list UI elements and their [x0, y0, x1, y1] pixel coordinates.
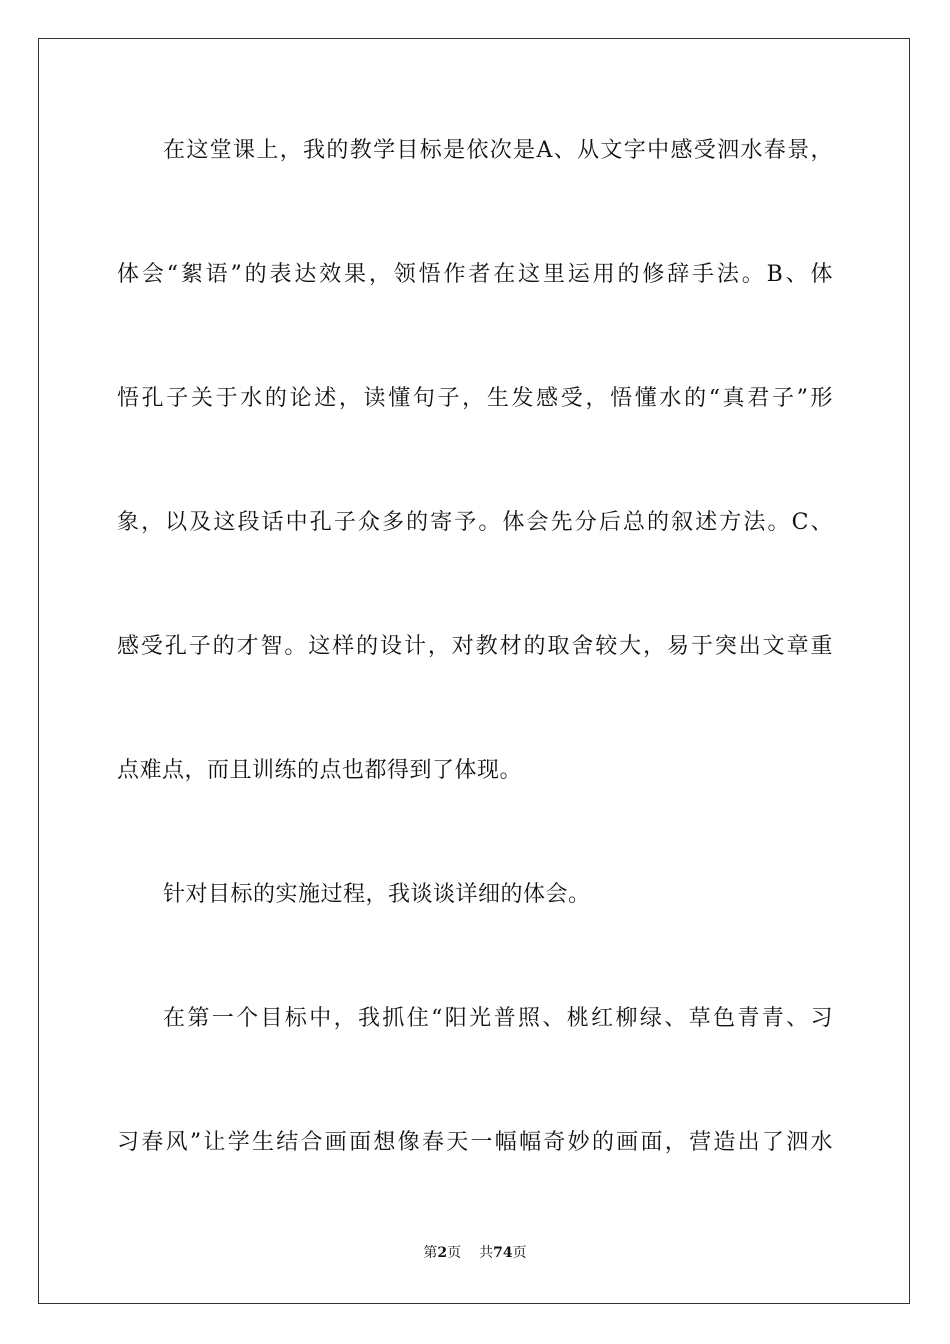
text-line-3: 悟孔子关于水的论述，读懂句子，生发感受，悟懂水的“真君子”形 — [117, 386, 833, 411]
footer-total-prefix: 共 — [479, 1245, 494, 1261]
footer-page-number: 2 — [437, 1245, 448, 1261]
footer-page-prefix: 第 — [423, 1245, 438, 1261]
page-footer — [0, 1243, 950, 1263]
text-line-6: 点难点，而且训练的点也都得到了体现。 — [117, 758, 523, 783]
text-line-8: 在第一个目标中，我抓住“阳光普照、桃红柳绿、草色青青、习 — [163, 1006, 833, 1031]
text-line-5: 感受孔子的才智。这样的设计，对教材的取舍较大，易于突出文章重 — [117, 634, 833, 659]
text-line-9: 习春风”让学生结合画面想像春天一幅幅奇妙的画面，营造出了泗水 — [117, 1130, 833, 1155]
text-line-7: 针对目标的实施过程，我谈谈详细的体会。 — [163, 882, 591, 907]
footer-total-suffix: 页 — [512, 1245, 527, 1261]
text-line-1: 在这堂课上，我的教学目标是依次是A、从文字中感受泗水春景， — [163, 138, 833, 163]
footer-page-suffix: 页 — [447, 1245, 462, 1261]
text-line-4: 象，以及这段话中孔子众多的寄予。体会先分后总的叙述方法。C、 — [117, 510, 833, 535]
footer-total-pages: 74 — [493, 1245, 513, 1261]
page-border — [38, 38, 910, 1304]
text-line-2: 体会“絮语”的表达效果，领悟作者在这里运用的修辞手法。B、体 — [117, 262, 833, 287]
